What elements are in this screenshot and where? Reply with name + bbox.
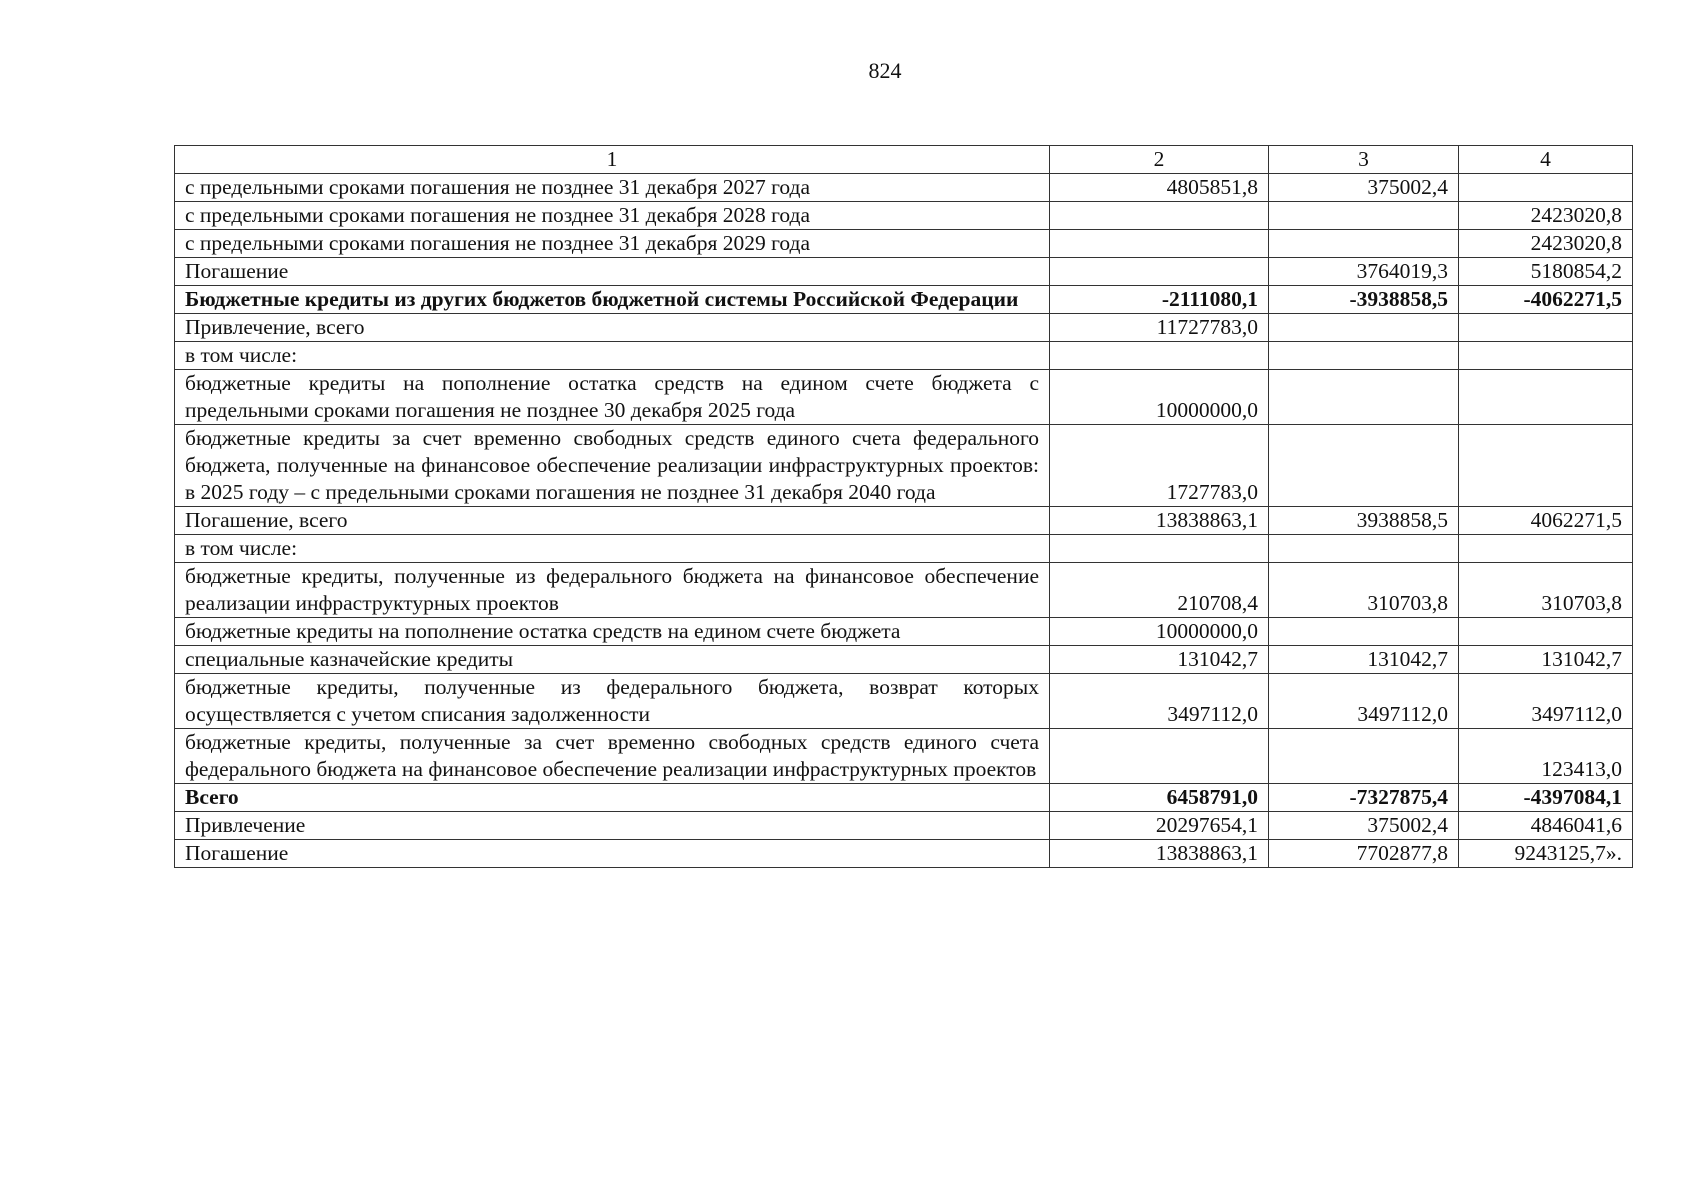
value-col-4 <box>1459 535 1633 563</box>
value-col-4: -4397084,1 <box>1459 784 1633 812</box>
value-col-4: 4846041,6 <box>1459 812 1633 840</box>
value-col-2: 4805851,8 <box>1050 174 1269 202</box>
row-label: Погашение <box>175 258 1050 286</box>
table-row <box>175 230 1633 258</box>
value-col-2: 210708,4 <box>1050 563 1269 618</box>
value-col-3: -3938858,5 <box>1269 286 1459 314</box>
value-col-3: 7702877,8 <box>1269 840 1459 868</box>
value-col-4: 2423020,8 <box>1459 202 1633 230</box>
value-col-4 <box>1459 314 1633 342</box>
value-col-2 <box>1050 258 1269 286</box>
table-row <box>175 618 1633 646</box>
table-row <box>175 342 1633 370</box>
row-label: Погашение <box>175 840 1050 868</box>
value-col-3: -7327875,4 <box>1269 784 1459 812</box>
value-col-3: 310703,8 <box>1269 563 1459 618</box>
value-col-4: 4062271,5 <box>1459 507 1633 535</box>
value-col-2: -2111080,1 <box>1050 286 1269 314</box>
value-col-2: 13838863,1 <box>1050 507 1269 535</box>
value-col-4 <box>1459 174 1633 202</box>
value-col-2 <box>1050 729 1269 784</box>
value-col-3: 375002,4 <box>1269 174 1459 202</box>
column-header: 2 <box>1050 146 1269 174</box>
row-label: Бюджетные кредиты из других бюджетов бюджетной системы Российской Федерации <box>175 286 1050 314</box>
value-col-4: 123413,0 <box>1459 729 1633 784</box>
column-header: 4 <box>1459 146 1633 174</box>
table-row <box>175 314 1633 342</box>
value-col-4: 9243125,7». <box>1459 840 1633 868</box>
table-row <box>175 370 1633 425</box>
row-label: специальные казначейские кредиты <box>175 646 1050 674</box>
row-label: Привлечение, всего <box>175 314 1050 342</box>
table-row <box>175 729 1633 784</box>
row-label: с предельными сроками погашения не позднее 31 декабря 2028 года <box>175 202 1050 230</box>
table-row <box>175 507 1633 535</box>
value-col-4: 131042,7 <box>1459 646 1633 674</box>
table-row <box>175 286 1633 314</box>
table-body <box>175 174 1633 868</box>
value-col-4 <box>1459 425 1633 507</box>
table-row <box>175 174 1633 202</box>
row-label: Привлечение <box>175 812 1050 840</box>
page-number: 824 <box>868 58 902 83</box>
value-col-2 <box>1050 342 1269 370</box>
value-col-3: 375002,4 <box>1269 812 1459 840</box>
table-row <box>175 674 1633 729</box>
row-label: с предельными сроками погашения не позднее 31 декабря 2029 года <box>175 230 1050 258</box>
value-col-3: 3938858,5 <box>1269 507 1459 535</box>
value-col-2: 10000000,0 <box>1050 370 1269 425</box>
row-label: бюджетные кредиты, полученные из федерального бюджета на финансовое обеспечение реализации инфраструктурных проектов <box>175 563 1050 618</box>
table-row <box>175 784 1633 812</box>
value-col-2: 1727783,0 <box>1050 425 1269 507</box>
budget-table <box>174 145 1633 868</box>
value-col-3 <box>1269 202 1459 230</box>
value-col-4 <box>1459 342 1633 370</box>
value-col-4: 5180854,2 <box>1459 258 1633 286</box>
value-col-4 <box>1459 618 1633 646</box>
value-col-2: 20297654,1 <box>1050 812 1269 840</box>
column-header: 3 <box>1269 146 1459 174</box>
value-col-3 <box>1269 370 1459 425</box>
table-row <box>175 535 1633 563</box>
value-col-2 <box>1050 535 1269 563</box>
row-label: бюджетные кредиты за счет временно свободных средств единого счета федерального бюджета, полученные на финансовое обеспечение реализации инфраструктурных проектов: в 2025 году – с предельными сроками погашения не позднее 31 декабря 2040 года <box>175 425 1050 507</box>
row-label: в том числе: <box>175 342 1050 370</box>
value-col-4: -4062271,5 <box>1459 286 1633 314</box>
table-row <box>175 258 1633 286</box>
value-col-4: 310703,8 <box>1459 563 1633 618</box>
value-col-3: 3497112,0 <box>1269 674 1459 729</box>
value-col-3 <box>1269 230 1459 258</box>
value-col-3 <box>1269 342 1459 370</box>
value-col-3 <box>1269 425 1459 507</box>
table-row <box>175 425 1633 507</box>
value-col-2: 13838863,1 <box>1050 840 1269 868</box>
table-row <box>175 812 1633 840</box>
value-col-3: 3764019,3 <box>1269 258 1459 286</box>
value-col-2: 11727783,0 <box>1050 314 1269 342</box>
table-header-row <box>175 146 1633 174</box>
value-col-4 <box>1459 370 1633 425</box>
table-row <box>175 202 1633 230</box>
row-label: в том числе: <box>175 535 1050 563</box>
table-row <box>175 840 1633 868</box>
value-col-2: 10000000,0 <box>1050 618 1269 646</box>
value-col-4: 2423020,8 <box>1459 230 1633 258</box>
value-col-2: 6458791,0 <box>1050 784 1269 812</box>
value-col-2: 3497112,0 <box>1050 674 1269 729</box>
value-col-3 <box>1269 535 1459 563</box>
column-header: 1 <box>175 146 1050 174</box>
row-label: с предельными сроками погашения не позднее 31 декабря 2027 года <box>175 174 1050 202</box>
value-col-3 <box>1269 729 1459 784</box>
value-col-3 <box>1269 618 1459 646</box>
row-label: бюджетные кредиты, полученные из федерального бюджета, возврат которых осуществляется с учетом списания задолженности <box>175 674 1050 729</box>
row-label: Всего <box>175 784 1050 812</box>
value-col-2 <box>1050 202 1269 230</box>
table-row <box>175 646 1633 674</box>
value-col-4: 3497112,0 <box>1459 674 1633 729</box>
value-col-2: 131042,7 <box>1050 646 1269 674</box>
value-col-3 <box>1269 314 1459 342</box>
row-label: бюджетные кредиты, полученные за счет временно свободных средств единого счета федерального бюджета на финансовое обеспечение реализации инфраструктурных проектов <box>175 729 1050 784</box>
value-col-2 <box>1050 230 1269 258</box>
row-label: Погашение, всего <box>175 507 1050 535</box>
table-row <box>175 563 1633 618</box>
row-label: бюджетные кредиты на пополнение остатка средств на едином счете бюджета с предельными сроками погашения не позднее 30 декабря 2025 года <box>175 370 1050 425</box>
value-col-3: 131042,7 <box>1269 646 1459 674</box>
row-label: бюджетные кредиты на пополнение остатка средств на едином счете бюджета <box>175 618 1050 646</box>
